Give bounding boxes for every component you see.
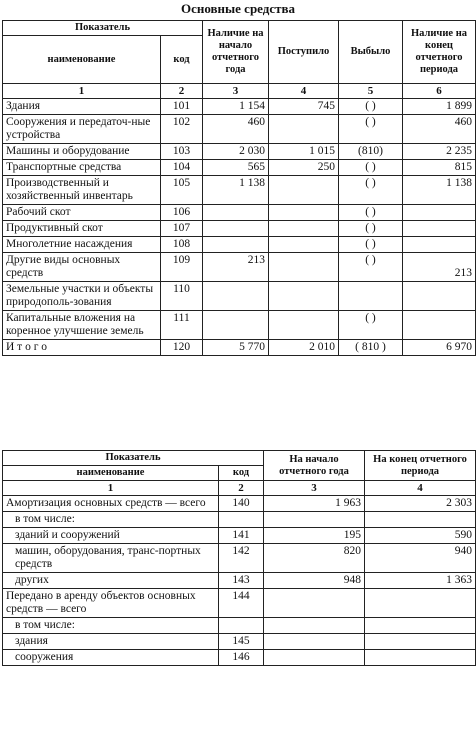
row-end: 6 970 — [403, 340, 476, 356]
table-row — [3, 544, 476, 573]
row-name: Многолетние насаждения — [3, 237, 161, 253]
row-received — [269, 253, 339, 282]
row-code: 103 — [161, 144, 203, 160]
header-indicator: Показатель — [3, 451, 264, 466]
row-disposed: ( ) — [339, 205, 403, 221]
row-code: 104 — [161, 160, 203, 176]
row-start — [264, 618, 365, 634]
table-row — [3, 589, 476, 618]
row-start — [203, 311, 269, 340]
row-received — [269, 115, 339, 144]
row-name: других — [3, 573, 219, 589]
row-code: 145 — [219, 634, 264, 650]
row-name: Рабочий скот — [3, 205, 161, 221]
colnum: 6 — [403, 84, 476, 99]
row-start — [203, 282, 269, 311]
header-disposed: Выбыло — [339, 21, 403, 84]
row-end — [403, 311, 476, 340]
row-name: в том числе: — [3, 618, 219, 634]
table-row — [3, 115, 476, 144]
row-disposed: ( 810 ) — [339, 340, 403, 356]
row-disposed: ( ) — [339, 160, 403, 176]
table-row — [3, 634, 476, 650]
header-end: На конец отчетного периода — [365, 451, 476, 481]
table-row — [3, 160, 476, 176]
row-start: 565 — [203, 160, 269, 176]
row-end: 460 — [403, 115, 476, 144]
row-name: Передано в аренду объектов основных средств — всего — [3, 589, 219, 618]
colnum: 4 — [365, 481, 476, 496]
row-start: 1 154 — [203, 99, 269, 115]
table-row — [3, 99, 476, 115]
table-row — [3, 512, 476, 528]
row-disposed: ( ) — [339, 253, 403, 282]
header-start: На начало отчетного года — [264, 451, 365, 481]
row-disposed — [339, 282, 403, 311]
row-received — [269, 237, 339, 253]
row-code: 101 — [161, 99, 203, 115]
row-end — [365, 650, 476, 666]
row-end: 2 303 — [365, 496, 476, 512]
table-row — [3, 496, 476, 512]
table-row — [3, 237, 476, 253]
header-indicator: Показатель — [3, 21, 203, 36]
row-name: Другие виды основных средств — [3, 253, 161, 282]
depreciation-table — [2, 450, 476, 666]
row-end: 590 — [365, 528, 476, 544]
row-code: 102 — [161, 115, 203, 144]
row-disposed: ( ) — [339, 115, 403, 144]
row-name: сооружения — [3, 650, 219, 666]
row-code: 109 — [161, 253, 203, 282]
table-row — [3, 253, 476, 282]
row-disposed: (810) — [339, 144, 403, 160]
colnum: 3 — [264, 481, 365, 496]
row-end — [365, 512, 476, 528]
row-code: 140 — [219, 496, 264, 512]
row-disposed: ( ) — [339, 99, 403, 115]
table-row — [3, 176, 476, 205]
row-disposed: ( ) — [339, 237, 403, 253]
colnum: 5 — [339, 84, 403, 99]
row-received: 2 010 — [269, 340, 339, 356]
row-disposed: ( ) — [339, 176, 403, 205]
row-start — [264, 512, 365, 528]
row-name: Продуктивный скот — [3, 221, 161, 237]
row-start — [203, 205, 269, 221]
table-row — [3, 618, 476, 634]
header-code: код — [219, 466, 264, 481]
row-end: 940 — [365, 544, 476, 573]
row-start — [264, 650, 365, 666]
row-name: зданий и сооружений — [3, 528, 219, 544]
row-code: 108 — [161, 237, 203, 253]
row-end: 815 — [403, 160, 476, 176]
header-end: Наличие на конец отчетного периода — [403, 21, 476, 84]
row-name: Производственный и хозяйственный инвентарь — [3, 176, 161, 205]
colnum: 3 — [203, 84, 269, 99]
row-end — [365, 618, 476, 634]
header-received: Поступило — [269, 21, 339, 84]
row-code: 143 — [219, 573, 264, 589]
row-start — [203, 221, 269, 237]
fixed-assets-table — [2, 20, 476, 356]
row-code: 144 — [219, 589, 264, 618]
row-disposed: ( ) — [339, 221, 403, 237]
row-name: Капитальные вложения на коренное улучшение земель — [3, 311, 161, 340]
row-end — [403, 237, 476, 253]
row-end — [403, 205, 476, 221]
table-row — [3, 221, 476, 237]
row-start — [264, 634, 365, 650]
row-received — [269, 221, 339, 237]
row-code: 146 — [219, 650, 264, 666]
row-start: 5 770 — [203, 340, 269, 356]
row-end: 1 363 — [365, 573, 476, 589]
header-start: Наличие на начало отчетного года — [203, 21, 269, 84]
row-end — [403, 282, 476, 311]
row-end — [365, 634, 476, 650]
row-name: здания — [3, 634, 219, 650]
row-name: Машины и оборудование — [3, 144, 161, 160]
row-end: 1 899 — [403, 99, 476, 115]
table-row — [3, 282, 476, 311]
row-received — [269, 176, 339, 205]
row-end: 2 235 — [403, 144, 476, 160]
header-name: наименование — [3, 36, 161, 84]
row-disposed: ( ) — [339, 311, 403, 340]
row-start: 2 030 — [203, 144, 269, 160]
row-name: И т о г о — [3, 340, 161, 356]
row-end: 1 138 — [403, 176, 476, 205]
table-row — [3, 205, 476, 221]
row-start: 213 — [203, 253, 269, 282]
table-row — [3, 144, 476, 160]
row-code: 141 — [219, 528, 264, 544]
row-end — [403, 221, 476, 237]
row-name: в том числе: — [3, 512, 219, 528]
row-received: 1 015 — [269, 144, 339, 160]
row-code: 110 — [161, 282, 203, 311]
row-received — [269, 311, 339, 340]
table-row — [3, 311, 476, 340]
row-code: 105 — [161, 176, 203, 205]
row-start — [203, 237, 269, 253]
row-name: Амортизация основных средств — всего — [3, 496, 219, 512]
row-received — [269, 282, 339, 311]
colnum: 2 — [161, 84, 203, 99]
row-start: 1 963 — [264, 496, 365, 512]
table-row-total — [3, 340, 476, 356]
colnum: 1 — [3, 481, 219, 496]
table-row — [3, 650, 476, 666]
row-start — [264, 589, 365, 618]
row-code: 111 — [161, 311, 203, 340]
row-code: 106 — [161, 205, 203, 221]
colnum: 1 — [3, 84, 161, 99]
row-received — [269, 205, 339, 221]
colnum: 4 — [269, 84, 339, 99]
header-code: код — [161, 36, 203, 84]
row-code — [219, 618, 264, 634]
row-start: 820 — [264, 544, 365, 573]
row-start: 460 — [203, 115, 269, 144]
row-name: Здания — [3, 99, 161, 115]
page-title: Основные средства — [180, 1, 296, 16]
colnum: 2 — [219, 481, 264, 496]
header-name: наименование — [3, 466, 219, 481]
row-received: 745 — [269, 99, 339, 115]
row-end: 213 — [403, 253, 476, 282]
row-start: 195 — [264, 528, 365, 544]
row-name: Транспортные средства — [3, 160, 161, 176]
row-code — [219, 512, 264, 528]
row-name: машин, оборудования, транс-портных средств — [3, 544, 219, 573]
table-row — [3, 528, 476, 544]
row-start: 948 — [264, 573, 365, 589]
row-name: Земельные участки и объекты природополь-зования — [3, 282, 161, 311]
row-end — [365, 589, 476, 618]
table-row — [3, 573, 476, 589]
row-code: 120 — [161, 340, 203, 356]
row-code: 142 — [219, 544, 264, 573]
row-received: 250 — [269, 160, 339, 176]
row-code: 107 — [161, 221, 203, 237]
row-start: 1 138 — [203, 176, 269, 205]
row-name: Сооружения и передаточ-ные устройства — [3, 115, 161, 144]
